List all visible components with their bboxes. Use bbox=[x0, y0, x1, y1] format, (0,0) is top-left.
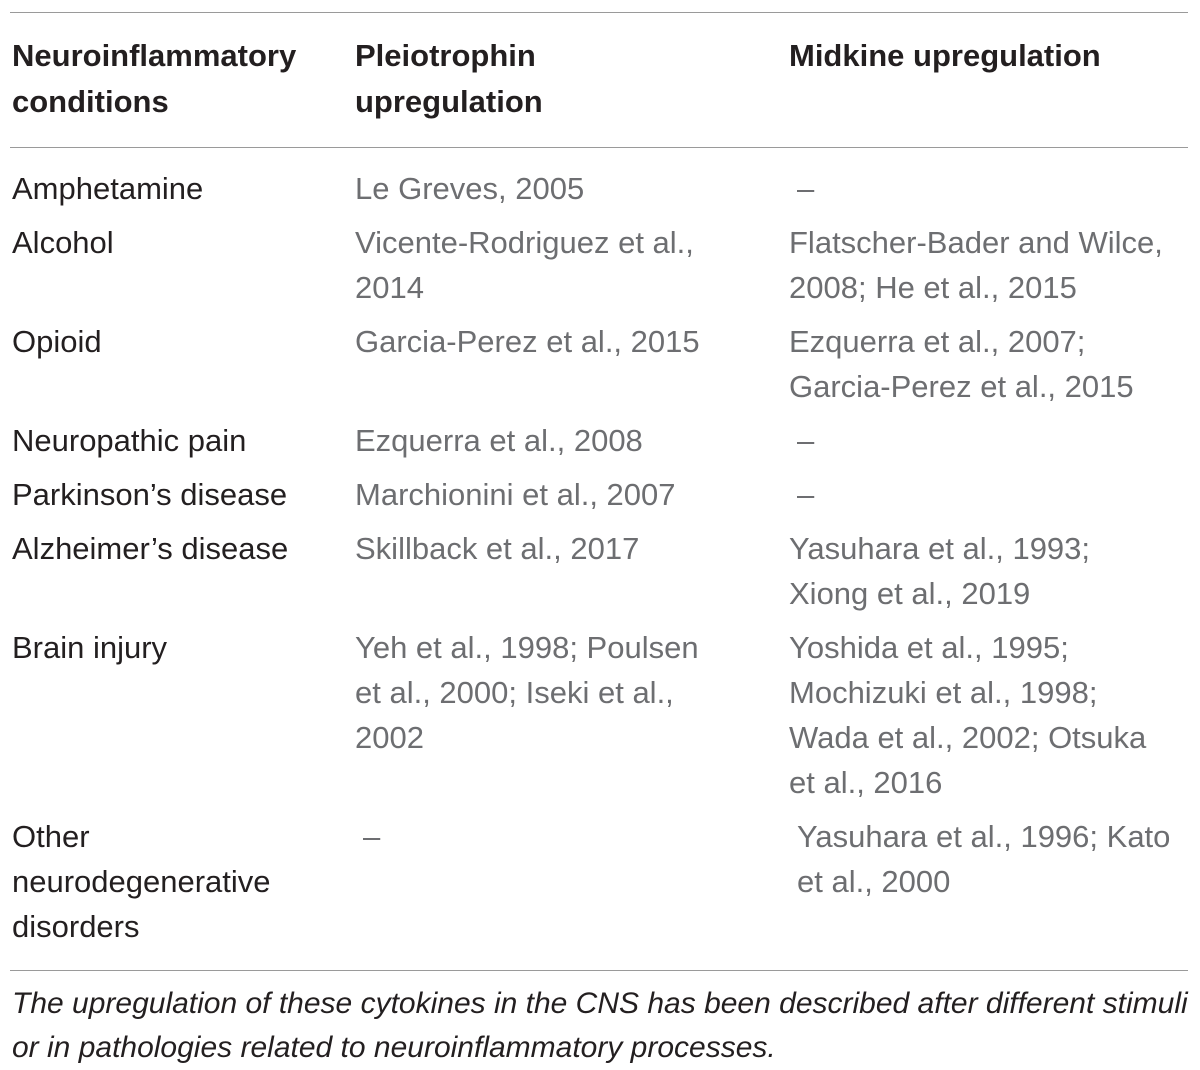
cell-midkine: Flatscher-Bader and Wilce, 2008; He et al., 2015 bbox=[789, 225, 1163, 305]
cell-pleiotrophin: Ezquerra et al., 2008 bbox=[355, 423, 643, 458]
header-conditions: Neuroinflammatory conditions bbox=[12, 38, 297, 119]
table-container bbox=[10, 12, 1188, 1070]
cell-pleiotrophin: Skillback et al., 2017 bbox=[355, 531, 640, 566]
cell-condition: Opioid bbox=[12, 324, 102, 359]
table-row bbox=[10, 526, 1188, 616]
cell-midkine: – bbox=[797, 171, 815, 206]
cell-midkine: – bbox=[797, 423, 815, 458]
table-row bbox=[10, 418, 1188, 463]
table-row bbox=[10, 625, 1188, 805]
header-pleiotrophin: Pleiotrophin upregulation bbox=[355, 38, 543, 119]
table-row bbox=[10, 472, 1188, 517]
cell-pleiotrophin: Le Greves, 2005 bbox=[355, 171, 585, 206]
cell-midkine: – bbox=[797, 477, 815, 512]
cell-condition: Parkinson’s disease bbox=[12, 477, 288, 512]
cell-midkine: Yasuhara et al., 1993; Xiong et al., 2019 bbox=[789, 531, 1091, 611]
cell-condition: Alzheimer’s disease bbox=[12, 531, 289, 566]
cell-pleiotrophin: Garcia-Perez et al., 2015 bbox=[355, 324, 700, 359]
header-midkine: Midkine upregulation bbox=[789, 38, 1101, 73]
table-row bbox=[10, 319, 1188, 409]
cell-midkine: Yoshida et al., 1995; Mochizuki et al., 1998; Wada et al., 2002; Otsuka et al., 2016 bbox=[789, 630, 1147, 800]
cell-pleiotrophin: Yeh et al., 1998; Poulsen et al., 2000; Iseki et al., 2002 bbox=[355, 630, 699, 755]
cell-condition: Brain injury bbox=[12, 630, 168, 665]
table-row bbox=[10, 166, 1188, 211]
cell-pleiotrophin: Marchionini et al., 2007 bbox=[355, 477, 676, 512]
table-row bbox=[10, 814, 1188, 949]
table-footnote: The upregulation of these cytokines in the CNS has been described after different stimuli or in pathologies related to neuroinflammatory processes. bbox=[12, 987, 1188, 1064]
table-header bbox=[10, 13, 1188, 147]
table-row bbox=[10, 220, 1188, 310]
table-body bbox=[10, 148, 1188, 970]
cell-midkine: Ezquerra et al., 2007; Garcia-Perez et al., 2015 bbox=[789, 324, 1134, 404]
cell-pleiotrophin: Vicente-Rodriguez et al., 2014 bbox=[355, 225, 694, 305]
cell-condition: Alcohol bbox=[12, 225, 114, 260]
cell-condition: Other neurodegenerative disorders bbox=[12, 819, 271, 944]
cell-pleiotrophin: – bbox=[363, 819, 381, 854]
cell-midkine: Yasuhara et al., 1996; Kato et al., 2000 bbox=[797, 819, 1171, 899]
cell-condition: Neuropathic pain bbox=[12, 423, 247, 458]
cell-condition: Amphetamine bbox=[12, 171, 204, 206]
